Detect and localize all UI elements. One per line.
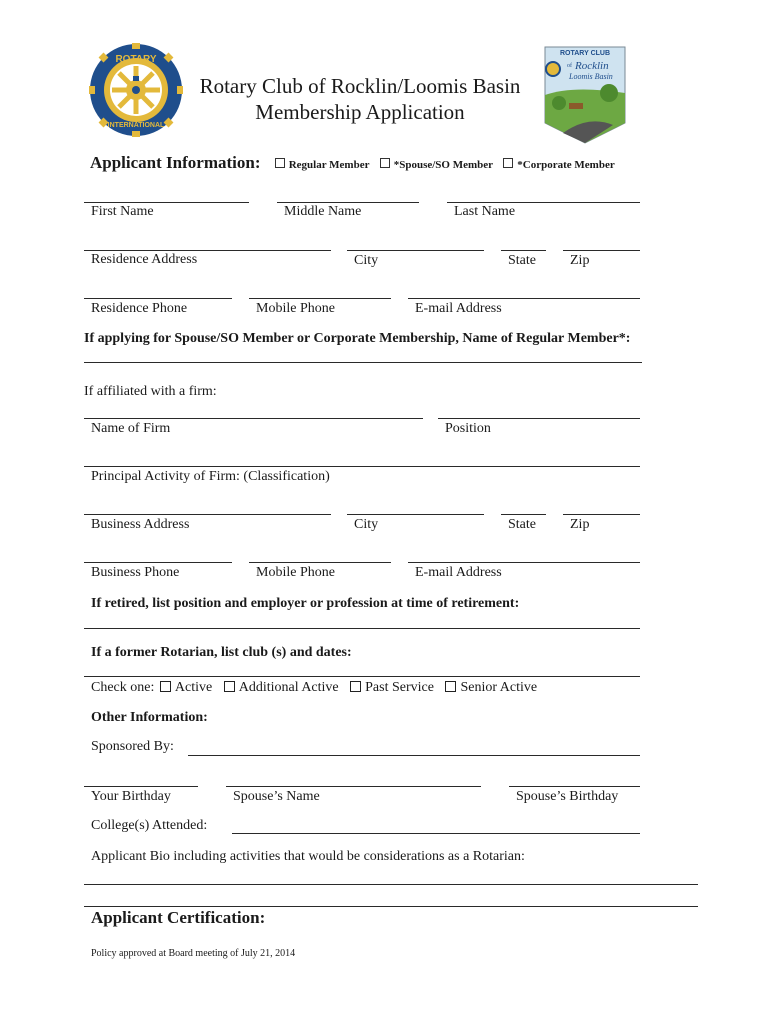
sponsored-by-label: Sponsored By: — [91, 739, 174, 754]
certification-heading: Applicant Certification: — [91, 908, 266, 927]
check-active[interactable]: Active — [158, 680, 212, 695]
firm-name-label: Name of Firm — [91, 421, 171, 436]
former-rotarian-field[interactable] — [84, 676, 640, 677]
college-field[interactable] — [232, 833, 640, 834]
principal-activity-label: Principal Activity of Firm: (Classification) — [91, 469, 330, 484]
residence-email-label: E-mail Address — [415, 301, 502, 316]
bio-field-line-2[interactable] — [84, 906, 698, 907]
business-phone-label: Business Phone — [91, 565, 180, 580]
residence-mobile-label: Mobile Phone — [256, 301, 335, 316]
applicant-info-row — [90, 153, 615, 173]
checkbox-icon — [350, 681, 361, 692]
sponsored-by-field[interactable] — [188, 755, 640, 756]
check-one-row — [91, 680, 537, 696]
club-badge-logo — [543, 45, 627, 145]
affiliated-label: If affiliated with a firm: — [84, 384, 217, 399]
business-address-field[interactable] — [84, 514, 331, 515]
check-additional-active[interactable]: Additional Active — [222, 680, 339, 695]
residence-address-label: Residence Address — [91, 252, 198, 267]
option-regular[interactable]: Regular Member — [269, 159, 370, 171]
checkbox-icon — [160, 681, 171, 692]
checkbox-icon — [224, 681, 235, 692]
college-label: College(s) Attended: — [91, 818, 208, 833]
spouse-name-field[interactable] — [226, 786, 481, 787]
business-zip-field[interactable] — [563, 514, 640, 515]
firm-position-label: Position — [445, 421, 491, 436]
residence-zip-field[interactable] — [563, 250, 640, 251]
regular-member-name-field[interactable] — [84, 362, 642, 363]
first-name-label: First Name — [91, 204, 154, 219]
residence-address-field[interactable] — [84, 250, 331, 251]
checkbox-icon — [445, 681, 456, 692]
residence-state-label: State — [508, 253, 536, 268]
last-name-field[interactable] — [447, 202, 640, 203]
birthday-label: Your Birthday — [91, 789, 171, 804]
logo-text-international: INTERNATIONAL — [107, 122, 165, 129]
last-name-label: Last Name — [454, 204, 516, 219]
retired-label: If retired, list position and employer or profession at time of retirement: — [91, 596, 520, 611]
business-mobile-label: Mobile Phone — [256, 565, 335, 580]
checkbox-icon — [275, 158, 285, 168]
residence-phone-field[interactable] — [84, 298, 232, 299]
check-past-service[interactable]: Past Service — [348, 680, 434, 695]
applicant-info-heading: Applicant Information: — [90, 153, 261, 172]
business-state-label: State — [508, 517, 536, 532]
check-senior-active[interactable]: Senior Active — [443, 680, 537, 695]
business-zip-label: Zip — [570, 517, 590, 532]
badge-text-of: of — [567, 63, 572, 69]
residence-email-field[interactable] — [408, 298, 640, 299]
form-subtitle: Membership Application — [255, 100, 465, 124]
residence-city-field[interactable] — [347, 250, 484, 251]
badge-text-rocklin: Rocklin — [575, 60, 609, 72]
firm-name-field[interactable] — [84, 418, 423, 419]
former-rotarian-label: If a former Rotarian, list club (s) and dates: — [91, 645, 352, 660]
retired-field[interactable] — [84, 628, 640, 629]
other-info-heading: Other Information: — [91, 710, 208, 725]
first-name-field[interactable] — [84, 202, 249, 203]
business-city-field[interactable] — [347, 514, 484, 515]
checkbox-icon — [380, 158, 390, 168]
bio-field-line-1[interactable] — [84, 884, 698, 885]
spouse-name-label: Spouse’s Name — [233, 789, 320, 804]
checkbox-icon — [503, 158, 513, 168]
logo-text-rotary: ROTARY — [115, 54, 157, 65]
regular-member-note: If applying for Spouse/SO Member or Corporate Membership, Name of Regular Member*: — [84, 331, 631, 346]
middle-name-field[interactable] — [277, 202, 419, 203]
business-email-label: E-mail Address — [415, 565, 502, 580]
option-spouse[interactable]: *Spouse/SO Member — [374, 159, 493, 171]
business-mobile-field[interactable] — [249, 562, 391, 563]
residence-phone-label: Residence Phone — [91, 301, 188, 316]
badge-text-rotary-club: ROTARY CLUB — [559, 50, 611, 57]
bio-label: Applicant Bio including activities that would be considerations as a Rotarian: — [91, 849, 525, 864]
birthday-field[interactable] — [84, 786, 198, 787]
firm-position-field[interactable] — [438, 418, 640, 419]
business-state-field[interactable] — [501, 514, 546, 515]
residence-city-label: City — [354, 253, 379, 268]
spouse-birthday-field[interactable] — [509, 786, 640, 787]
middle-name-label: Middle Name — [284, 204, 362, 219]
check-one-label: Check one: — [91, 680, 155, 695]
residence-zip-label: Zip — [570, 253, 590, 268]
form-title: Rotary Club of Rocklin/Loomis Basin — [199, 74, 521, 98]
business-phone-field[interactable] — [84, 562, 232, 563]
spouse-birthday-label: Spouse’s Birthday — [516, 789, 619, 804]
residence-state-field[interactable] — [501, 250, 546, 251]
residence-mobile-field[interactable] — [249, 298, 391, 299]
option-corporate[interactable]: *Corporate Member — [497, 159, 614, 171]
business-city-label: City — [354, 517, 379, 532]
business-email-field[interactable] — [408, 562, 640, 563]
badge-text-loomis: Loomis Basin — [569, 72, 613, 81]
business-address-label: Business Address — [91, 517, 190, 532]
policy-note: Policy approved at Board meeting of July 21, 2014 — [91, 948, 296, 959]
principal-activity-field[interactable] — [84, 466, 640, 467]
